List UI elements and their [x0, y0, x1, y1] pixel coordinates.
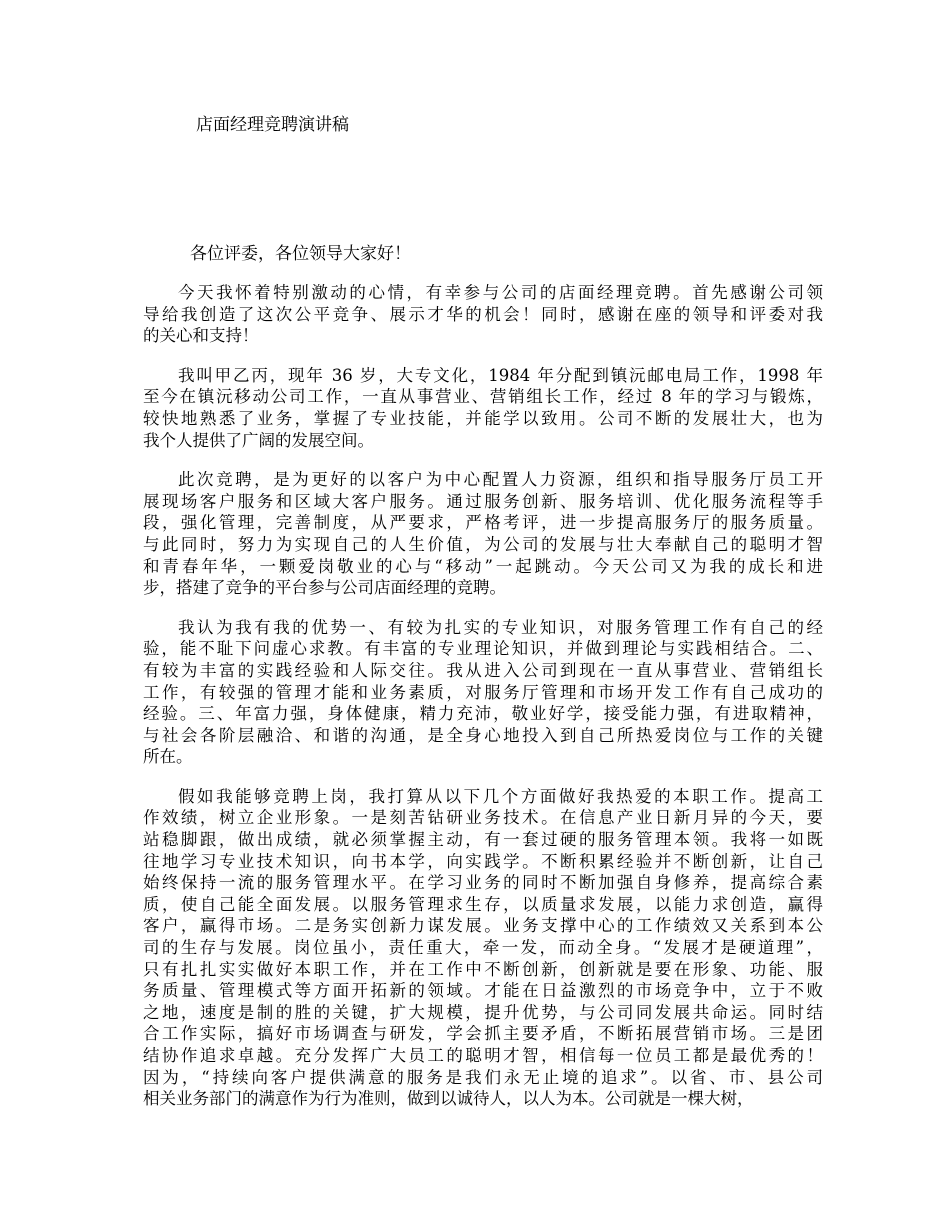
- paragraph: [143, 786, 823, 1110]
- paragraph-line: 往地学习专业技术知识，向书本学，向实践学。不断积累经验并不断创新，让自己: [143, 851, 823, 871]
- paragraph-line: 与社会各阶层融洽、和谐的沟通，是全身心地投入到自己所热爱岗位与工作的关键: [143, 725, 823, 745]
- greeting-line: 各位评委，各位领导大家好！: [190, 244, 411, 264]
- paragraph: [143, 617, 823, 768]
- paragraph-line: 假如我能够竞聘上岗，我打算从以下几个方面做好我热爱的本职工作。提高工: [178, 786, 823, 806]
- paragraph-line: 我个人提供了广阔的发展空间。: [143, 430, 374, 450]
- paragraph-line: 所在。: [143, 747, 193, 767]
- paragraph-line: 至今在镇沅移动公司工作，一直从事营业、营销组长工作，经过 8 年的学习与锻炼，: [143, 387, 823, 407]
- paragraph: [143, 365, 823, 451]
- paragraph-line: 相关业务部门的满意作为行为准则，做到以诚待人，以人为本。公司就是一棵大树，: [143, 1089, 754, 1109]
- paragraph-line: 合工作实际，搞好市场调查与研发，学会抓主要矛盾，不断拓展营销市场。三是团: [143, 1024, 823, 1044]
- paragraph-line: 步，搭建了竞争的平台参与公司店面经理的竞聘。: [143, 578, 506, 598]
- paragraph-line: 始终保持一流的服务管理水平。在学习业务的同时不断加强自身修养，提高综合素: [143, 873, 823, 893]
- paragraph-line: 作效绩，树立企业形象。一是刻苦钻研业务技术。在信息产业日新月异的今天，要: [143, 808, 823, 828]
- paragraph-line: 结协作追求卓越。充分发挥广大员工的聪明才智，相信每一位员工都是最优秀的！: [143, 1046, 823, 1065]
- paragraph-line: 务质量、管理模式等方面开拓新的领域。才能在日益激烈的市场竞争中，立于不败: [143, 981, 823, 1001]
- paragraph-line: 我认为我有我的优势一、有较为扎实的专业知识，对服务管理工作有自己的经: [178, 617, 823, 637]
- paragraph-line: 较快地熟悉了业务，掌握了专业技能，并能学以致用。公司不断的发展壮大，也为: [143, 408, 823, 428]
- paragraph: [143, 469, 823, 599]
- paragraph-line: 质，使自己能全面发展。以服务管理求生存，以质量求发展，以能力求创造，赢得: [143, 894, 823, 914]
- paragraph-line: 和青春年华，一颗爱岗敬业的心与“移动”一起跳动。今天公司又为我的成长和进: [143, 556, 823, 576]
- paragraph-line: 工作，有较强的管理才能和业务素质，对服务厅管理和市场开发工作有自己成功的: [143, 682, 823, 702]
- paragraph-line: 验，能不耻下问虚心求教。有丰富的专业理论知识，并做到理论与实践相结合。二、: [143, 639, 823, 659]
- paragraph-line: 段，强化管理，完善制度，从严要求，严格考评，进一步提高服务厅的服务质量。: [143, 513, 823, 533]
- paragraph-line: 有较为丰富的实践经验和人际交往。我从进入公司到现在一直从事营业、营销组长: [143, 660, 823, 680]
- paragraph-line: 站稳脚跟，做出成绩，就必须掌握主动，有一套过硬的服务管理本领。我将一如既: [143, 830, 823, 850]
- paragraph-line: 与此同时，努力为实现自己的人生价值，为公司的发展与壮大奉献自己的聪明才智: [143, 534, 823, 554]
- paragraph-line: 司的生存与发展。岗位虽小，责任重大，牵一发，而动全身。“发展才是硬道理”，: [143, 938, 823, 958]
- paragraph-line: 展现场客户服务和区域大客户服务。通过服务创新、服务培训、优化服务流程等手: [143, 491, 823, 511]
- document-title: 店面经理竞聘演讲稿: [196, 115, 349, 135]
- paragraph-line: 之地，速度是制的胜的关键，扩大规模，提升优势，与公司同发展共命运。同时结: [143, 1002, 823, 1022]
- paragraph-line: 只有扎扎实实做好本职工作，并在工作中不断创新，创新就是要在形象、功能、服: [143, 959, 823, 979]
- paragraph-line: 的关心和支持！: [143, 326, 259, 346]
- paragraph-line: 此次竞聘，是为更好的以客户为中心配置人力资源，组织和指导服务厅员工开: [178, 470, 823, 490]
- paragraph: [143, 282, 823, 347]
- paragraph-line: 客户，赢得市场。二是务实创新力谋发展。业务支撑中心的工作绩效又关系到本公: [143, 916, 823, 936]
- paragraph-line: 今天我怀着特别激动的心情，有幸参与公司的店面经理竞聘。首先感谢公司领: [178, 283, 823, 302]
- paragraph-line: 我叫甲乙丙，现年 36 岁，大专文化，1984 年分配到镇沅邮电局工作，1998 年: [178, 365, 823, 385]
- paragraph-line: 经验。三、年富力强，身体健康，精力充沛，敬业好学，接受能力强，有进取精神，: [143, 704, 823, 724]
- paragraph-line: 导给我创造了这次公平竞争、展示才华的机会！同时，感谢在座的领导和评委对我: [143, 304, 823, 324]
- speech-body: [143, 282, 823, 1128]
- paragraph-line: 因为，“持续向客户提供满意的服务是我们永无止境的追求”。以省、市、县公司: [143, 1067, 823, 1087]
